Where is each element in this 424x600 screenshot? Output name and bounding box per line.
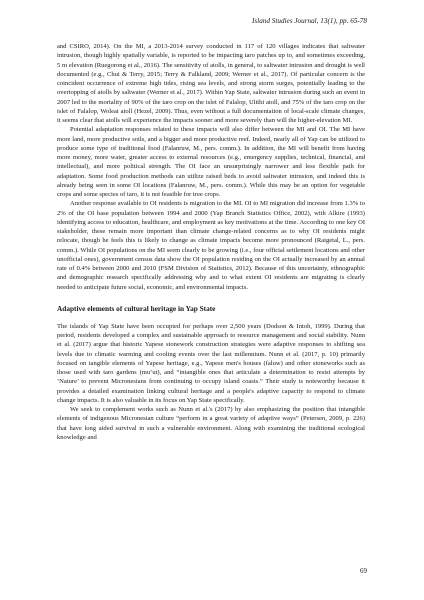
- article-body: [57, 42, 365, 442]
- body-paragraph: and CSIRO, 2014). On the MI, a 2013-2014 survey conducted in 117 of 120 villages indicates that saltwater intrusion, though highly spatially variable, is reported to be impacting taro patches up to, and sometimes exceeding, 5 m elevation (Ruegorong et al., 2016). The sensitivity of atolls, in general, to saltwater intrusion and drought is well documented (e.g., Chui & Terry, 2015; Terry & Falkland, 2009; Werner et al., 2017). Of particular concern is the coincident occurrence of extreme high tides, rising sea levels, and strong storm surges, potentially leading to the overtopping of atolls by saltwater (Werner et al., 2017). Within Yap State, saltwater intrusion during such an event in 2007 led to the mortality of 90% of the taro crop on the islet of Falalop, Ulithi atoll, and 75% of the taro crop on the islet of Falalop, Woleai atoll (Hezel, 2009). Thus, even without a full documentation of local-scale climate changes, it seems clear that atolls will experience the impacts sooner and more severely than will the higher-elevation MI.: [57, 43, 365, 124]
- body-paragraph: Potential adaptation responses related to these impacts will also differ between the MI and OI. The MI have more land, more productive soils, and a bigger and more productive reef. Indeed, nearly all of Yap can be utilized to produce some type of traditional food (Falanruw, M., pers. comm.). In addition, the MI will benefit from having more money, more water, greater access to external resources (e.g., emergency supplies, technical, financial, and intellectual), and more political strength. The OI face an unsurprisingly narrower and less flexible path for adaptation. Some food production methods can utilize raised beds to avoid saltwater intrusion, and indeed this is already being seen in some OI locations (Falanruw, M., pers. comm.). While this may be an option for vegetable crops and some species of taro, it is not feasible for tree crops.: [57, 126, 365, 198]
- page-number: 69: [360, 567, 367, 575]
- body-paragraph: We seek to complement works such as Nunn et al.'s (2017) by also emphasizing the position that intangible elements of indigenous Micronesian culture “perform in a great variety of adaptive ways” (Petersen, 2009, p. 226) that have long aided survival in such a vulnerable environment. Along with examining the traditional ecological knowledge and: [57, 406, 365, 441]
- section-heading: Adaptive elements of cultural heritage in Yap State: [57, 303, 216, 313]
- running-head: Island Studies Journal, 13(1), pp. 65-78: [252, 17, 367, 25]
- body-paragraph: Another response available to OI residents is migration to the MI. OI to MI migration did increase from 1.3% to 2% of the OI base population between 1994 and 2000 (Yap Branch Statistics Office, 2002), with Alkire (1993) identifying access to education, healthcare, and employment as key motivations at the time. According to one key OI stakeholder, these remain more important than climate change-related concerns as to why OI residents might relocate, though he feels this is likely to change as climate impacts become more pronounced (Raigetal, L., pers. comm.). While OI populations on the MI seem clearly to be growing (i.e., four official settlement locations and other unofficial ones), government census data show the OI population residing on the OI actually increased by an annual rate of 0.4% between 2000 and 2010 (FSM Division of Statistics, 2012). Because of this uncertainty, ethnographic and demographic research specifically addressing why and to what extent OI residents are migrating is clearly needed to anticipate future social, economic, and environmental impacts.: [57, 200, 365, 291]
- body-paragraph: The islands of Yap State have been occupied for perhaps over 2,500 years (Dodson & Intoh, 1999). During that period, residents developed a complex and sustainable approach to resource management and social stability. Nunn et al. (2017) argue that historic Yapese stonework construction strategies were adaptive responses to shifting sea levels due to climatic warming and cooling events over the last millennium. Nunn et al. (2017, p. 10) primarily focused on tangible elements of Yapese heritage, e.g., Yapese men's houses (faluw) and other stoneworks such as those used with taro gardens (muʼut), and “intangible ones that articulate a determination to resist attempts by ‘Nature’ to prevent Micronesians from continuing to occupy island coasts.” Their study is noteworthy because it provides a detailed examination linking cultural heritage and a people's adaptive capacity to respond to climate change impacts. It is also valuable in its focus on Yap State specifically.: [57, 322, 365, 404]
